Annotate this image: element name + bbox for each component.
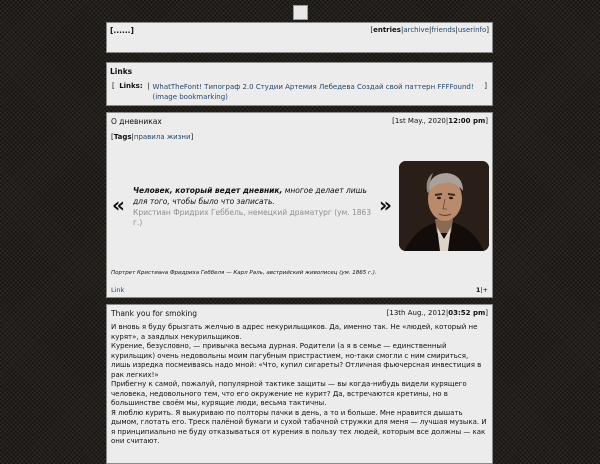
journal-title: [......]	[110, 26, 134, 35]
quote-text	[133, 185, 378, 228]
nav-bracket-open: [	[370, 26, 374, 34]
nav-archive[interactable]: archive	[403, 26, 430, 34]
links-panel	[106, 62, 493, 106]
entry-thank-you-for-smoking	[106, 304, 493, 464]
entry-date-close: ]	[485, 309, 488, 317]
link-ffffound[interactable]: FFFFound! (image bookmarking)	[152, 83, 474, 101]
tags-sep: |	[131, 133, 134, 141]
nav-sep: |	[429, 26, 432, 34]
quote-author: Кристиан Фридрих Геббель, немецкий драматург (ум. 1863 г.)	[133, 208, 372, 227]
tag-pravila-zhizni[interactable]: правила жизни	[133, 133, 191, 141]
entry-title: Thank you for smoking	[111, 309, 198, 318]
link-typograf[interactable]: Типограф 2.0	[204, 83, 254, 91]
quote-open-mark: «	[112, 193, 125, 217]
entry-time: 03:52 pm	[448, 309, 486, 317]
links-list	[152, 82, 484, 102]
links-label-sep: |	[147, 82, 150, 90]
paragraph: Я люблю курить. Я выкуриваю по полторы пачки в день, а то и больше. Мне нравится дышать дымом, глотать его. Треск палёной бумаги и сухой табачной стружки для меня — лучшая музыка. И я принципиально не буду отказываться от курения в пользу тех людей, которым все должны — как они считают.	[111, 408, 487, 445]
pager-number: 1	[475, 286, 481, 294]
links-body	[112, 82, 487, 102]
entry-o-dnevnikah	[106, 112, 493, 298]
links-bracket-open: [	[112, 82, 115, 90]
top-square	[293, 5, 308, 20]
quote-rest: многое делает лишь для того, чтобы было что записать.	[133, 186, 367, 206]
portrait-caption: Портрет Кристиана Фридриха Геббеля — Карл Раль, австрийский живописец (ум. 1865 г.).	[111, 270, 377, 276]
link-whatthefont[interactable]: WhatTheFont!	[152, 83, 202, 91]
entry-tags	[111, 133, 193, 141]
link-pattern[interactable]: Создай свой паттерн	[357, 83, 436, 91]
links-label-text: Links:	[119, 82, 143, 90]
entry-title: О дневниках	[111, 117, 162, 126]
entry-body	[111, 323, 487, 447]
entry-date-close: ]	[485, 117, 488, 125]
nav-sep: |	[400, 26, 404, 34]
links-label	[112, 82, 149, 102]
links-bracket-close: ]	[484, 82, 487, 90]
paragraph: Прибегну к самой, пожалуй, популярной тактике защиты — вы когда-нибудь видели курящего человека, недовольного тем, что его окружение не курит? Да, встречаются кретины, но в большинстве своём мы, курящие люди, весьма тактичны.	[111, 380, 467, 407]
paragraph: Курение, безусловно, — привычка весьма дурная. Родители (а я в семье — единственный курильщик) очень недовольны моим пагубным пристрастием, но-таки смогли с ним смириться, лишь изредка посмеиваясь надо мной: «Что, купил сигареты? Отличная фьючерсная инвестиция в рак легких!»	[111, 342, 482, 379]
journal-nav	[370, 26, 489, 34]
nav-entries[interactable]: entries	[373, 26, 401, 34]
paragraph: И вновь я буду брызгать желчью в адрес некурильщиков. Да, именно так. Не «людей, который не курят», а заядлых некурильщиков.	[111, 323, 478, 341]
portrait-image	[399, 161, 489, 251]
entry-date-text: [13th Aug., 2012|	[386, 309, 449, 317]
pager-add[interactable]: |+	[480, 286, 488, 294]
quote-close-mark: »	[379, 193, 392, 217]
tags-bracket-close: ]	[190, 133, 194, 141]
entry-link[interactable]: Link	[111, 286, 125, 294]
link-lebedev[interactable]: Студии Артемия Лебедева	[255, 83, 355, 91]
nav-friends[interactable]: friends	[431, 26, 456, 34]
portrait-drawing	[399, 161, 489, 251]
nav-bracket-close: ]	[486, 26, 489, 34]
quote-bold: Человек, который ведет дневник,	[133, 186, 283, 195]
nav-userinfo[interactable]: userinfo	[457, 26, 487, 34]
entry-time: 12:00 pm	[448, 117, 486, 125]
tags-bracket-open: [	[111, 133, 114, 141]
entry-date-text: [1st May., 2020|	[392, 117, 449, 125]
links-title: Links	[110, 67, 133, 76]
nav-sep: |	[455, 26, 458, 34]
entry-pager	[476, 286, 488, 294]
entry-date	[387, 309, 488, 317]
entry-date	[392, 117, 488, 125]
tags-label: Tags	[113, 133, 132, 141]
header-panel	[106, 22, 493, 53]
